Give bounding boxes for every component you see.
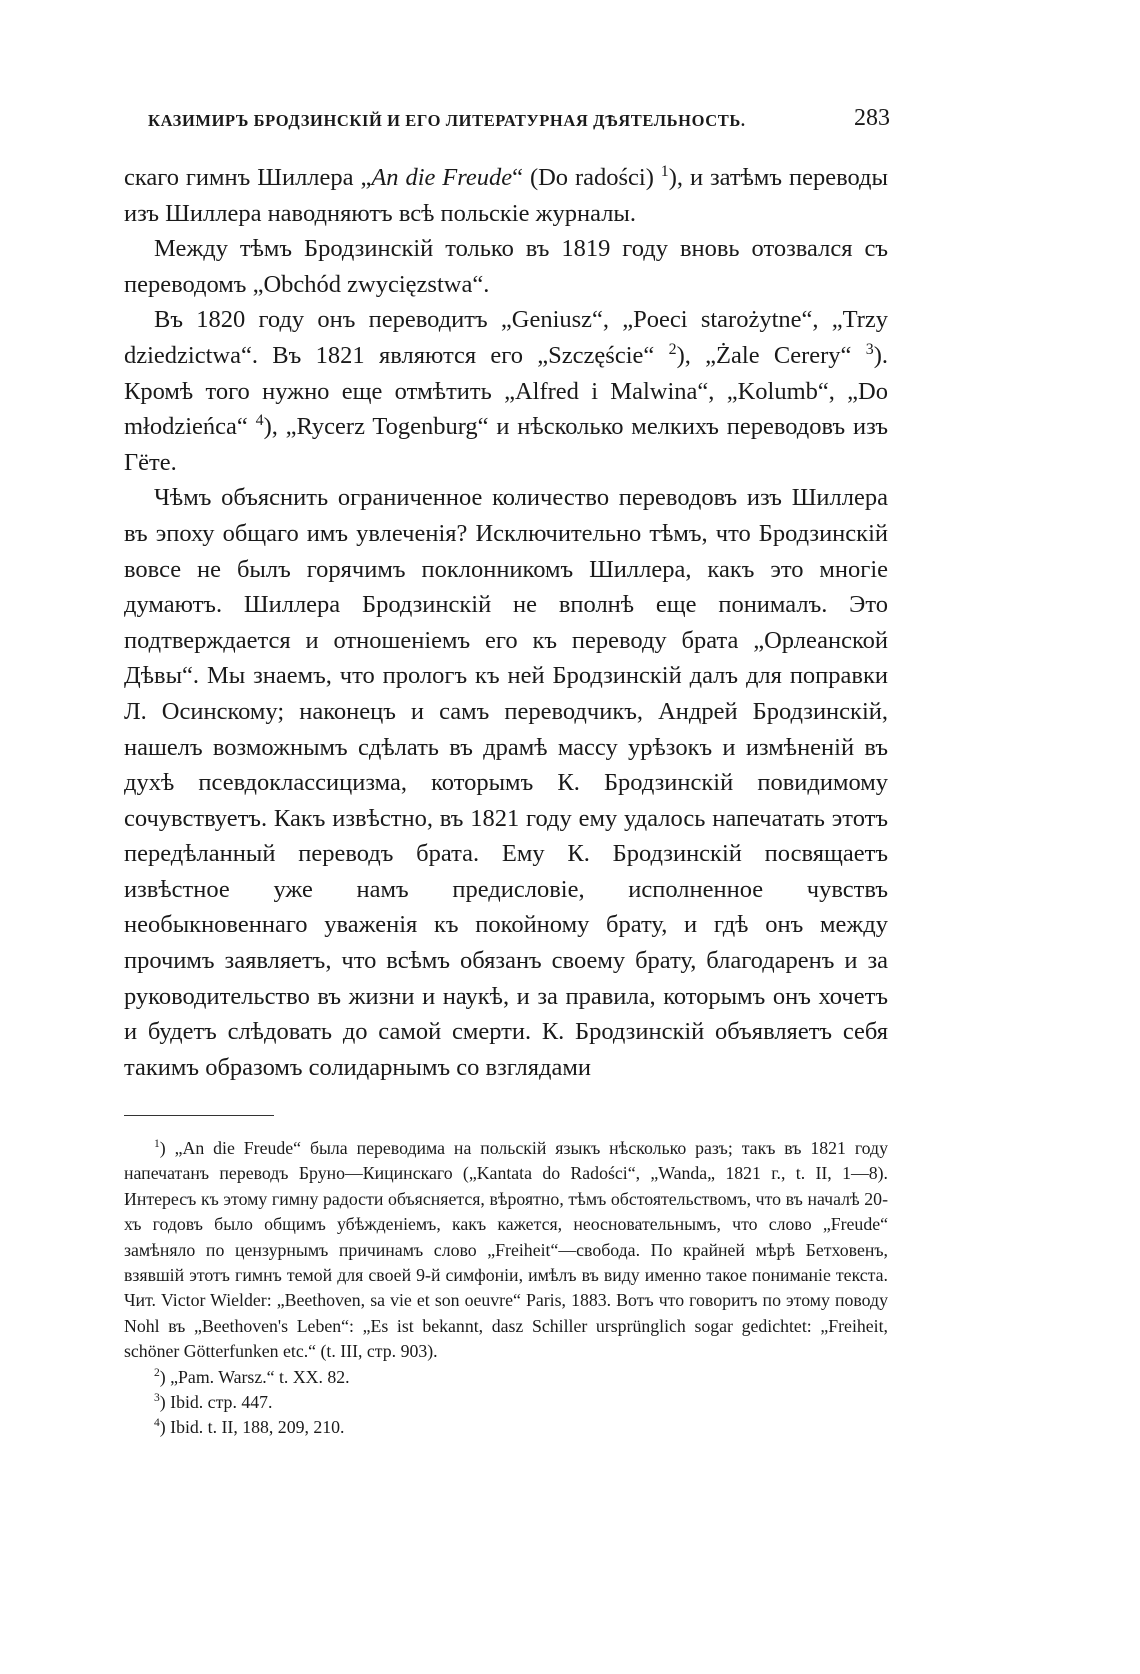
- paragraph-3: Въ 1820 году онъ переводитъ „Geniusz“, „Poeci starożytne“, „Trzy dziedzictwa“. Въ 1821 являются его „Szczęście“ $^2$), „Żale Cerery“ $^3$). Кромѣ того нужно еще отмѣтить „Alfred i Malwina“, „Kolumb“, „Do młodzieńca“ $^4$), „Rycerz Togenburg“ и нѣсколько мелкихъ переводовъ изъ Гёте.: [124, 306, 888, 476]
- footnote-ref-1: 1: [660, 162, 669, 180]
- footnote-ref-2: 2: [668, 340, 677, 358]
- page-number: 283: [854, 105, 890, 131]
- footnotes: [124, 1136, 888, 1441]
- paragraph-1: скаго гимнъ Шиллера „An die Freude“ (Do radości) $^1$), и затѣмъ переводы изъ Шиллера наводняютъ всѣ польскіе журналы.: [124, 162, 888, 227]
- footnote-1: $^1$) „An die Freude“ была переводима на польскій языкъ нѣсколько разъ; такъ въ 1821 году напечатанъ переводъ Бруно—Кицинскаго („Kantata do Radości“, „Wanda„ 1821 г., t. II, 1—8). Интересъ къ этому гимну радости объясняется, вѣроятно, тѣмъ обстоятельствомъ, что въ началѣ 20-хъ годовъ было общимъ убѣжденіемъ, какъ кажется, неосновательнымъ, что слово „Freude“ замѣняло по цензурнымъ причинамъ слово „Freiheit“—свобода. По крайней мѣрѣ Бетховенъ, взявшій этотъ гимнъ темой для своей 9-й симфоніи, имѣлъ въ виду именно такое пониманіе текста. Чит. Victor Wielder: „Beethoven, sa vie et son oeuvre“ Paris, 1883. Вотъ что говоритъ по этому поводу Nohl въ „Beethoven's Leben“: „Es ist bekannt, dasz Schiller ursprünglich sogar gedichtet: „Freiheit, schöner Götterfunken etc.“ (t. III, стр. 903).: [124, 1137, 888, 1362]
- page-header: [148, 105, 890, 141]
- footnote-4: $^4$) Ibid. t. II, 188, 209, 210.: [154, 1416, 345, 1438]
- running-title: КАЗИМИРЪ БРОДЗИНСКІЙ И ЕГО ЛИТЕРАТУРНАЯ ДѢЯТЕЛЬНОСТЬ.: [148, 111, 746, 130]
- footnote-ref-4: 4: [255, 412, 264, 429]
- footnote-2: $^2$) „Pam. Warsz.“ t. XX. 82.: [154, 1365, 350, 1387]
- paragraph-4: Чѣмъ объяснить ограниченное количество переводовъ изъ Шиллера въ эпоху общаго имъ увлеченія? Исключительно тѣмъ, что Бродзинскій вовсе не былъ горячимъ поклонникомъ Шиллера, какъ это многіе думаютъ. Шиллера Бродзинскій не вполнѣ еще понималъ. Это подтверждается и отношеніемъ его къ переводу брата „Орлеанской Дѣвы“. Мы знаемъ, что прологъ къ ней Бродзинскій далъ для поправки Л. Осинскому; наконецъ и самъ переводчикъ, Андрей Бродзинскій, нашелъ возможнымъ сдѣлать въ драмѣ массу урѣзокъ и измѣненій въ духѣ псевдоклассицизма, которымъ К. Бродзинскій повидимому сочувствуетъ. Какъ извѣстно, въ 1821 году ему удалось напечатать этотъ передѣланный переводъ брата. Ему К. Бродзинскій посвящаетъ извѣстное уже намъ предисловіе, исполненное чувствъ необыкновеннаго уваженія къ покойному брату, и гдѣ онъ между прочимъ заявляетъ, что всѣмъ обязанъ своему брату, благодаренъ и за руководительство въ жизни и наукѣ, и за правила, которымъ онъ хочетъ и будетъ слѣдовать до самой смерти. К. Бродзинскій объявляетъ себя такимъ образомъ солидарнымъ со взглядами: [124, 484, 888, 1081]
- footnote-ref-3: 3: [865, 340, 874, 358]
- main-text: [124, 160, 888, 1085]
- footnote-divider: [124, 1115, 274, 1116]
- paragraph-2: Между тѣмъ Бродзинскій только въ 1819 году вновь отозвался съ переводомъ „Obchód zwycięzstwa“.: [124, 235, 888, 298]
- italic-title: An die Freude: [371, 164, 513, 191]
- footnote-3: $^3$) Ibid. стр. 447.: [154, 1391, 273, 1413]
